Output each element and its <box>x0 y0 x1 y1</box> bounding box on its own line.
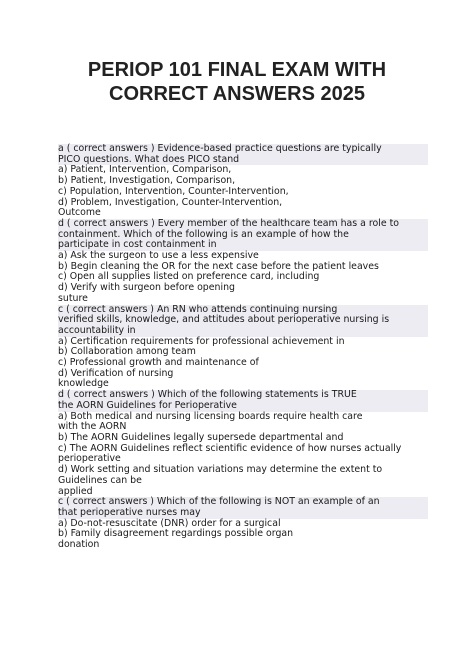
text-line: c) Open all supplies listed on preference card, including <box>58 271 320 283</box>
title-line: PERIOP 101 FINAL EXAM WITH <box>87 59 387 81</box>
text-line: d ( correct answers ) Every member of the healthcare team has a role to <box>58 219 428 230</box>
text-line: c) Professional growth and maintenance of <box>58 357 259 369</box>
text-line: a ( correct answers ) Evidence-based practice questions are typically <box>58 144 428 155</box>
text-line: b) Collaboration among team <box>58 346 196 358</box>
text-line: b) Begin cleaning the OR for the next case before the patient leaves <box>58 260 379 272</box>
text-line: d) Verification of nursing <box>58 367 174 379</box>
document-title <box>0 58 474 106</box>
text-line: d) Problem, Investigation, Counter-Intervention, <box>58 196 283 208</box>
text-line: PICO questions. What does PICO stand <box>58 155 428 166</box>
document-body <box>58 144 428 551</box>
text-line: a) Do-not-resuscitate (DNR) order for a surgical <box>58 517 281 529</box>
text-line: knowledge <box>58 378 109 390</box>
text-line: participate in cost containment in <box>58 240 428 251</box>
text-line: b) Family disagreement regardings possible organ <box>58 528 294 540</box>
text-line: perioperative <box>58 453 121 465</box>
text-line: a) Certification requirements for professional achievement in <box>58 335 345 347</box>
text-line: Outcome <box>58 207 101 219</box>
text-line: d ( correct answers ) Which of the following statements is TRUE <box>58 390 428 401</box>
text-line: c) Population, Intervention, Counter-Intervention, <box>58 185 289 197</box>
text-line: the AORN Guidelines for Perioperative <box>58 401 428 412</box>
text-line: applied <box>58 485 93 497</box>
text-line: c ( correct answers ) Which of the following is NOT an example of an <box>58 497 428 508</box>
text-line: verified skills, knowledge, and attitudes about perioperative nursing is <box>58 315 428 326</box>
text-line: accountability in <box>58 326 428 337</box>
text-line: that perioperative nurses may <box>58 508 428 519</box>
text-line: with the AORN <box>58 421 127 433</box>
text-line: d) Verify with surgeon before opening <box>58 282 235 294</box>
text-line: suture <box>58 292 88 304</box>
text-line: b) Patient, Investigation, Comparison, <box>58 175 236 187</box>
text-line: c) The AORN Guidelines reflect scientific evidence of how nurses actually <box>58 442 402 454</box>
text-line: a) Both medical and nursing licensing boards require health care <box>58 410 363 422</box>
text-line: Guidelines can be <box>58 474 142 486</box>
text-line: donation <box>58 539 100 551</box>
text-line: d) Work setting and situation variations may determine the extent to <box>58 464 383 476</box>
title-line: CORRECT ANSWERS 2025 <box>109 83 365 105</box>
text-line: b) The AORN Guidelines legally supersede departmental and <box>58 431 344 443</box>
text-line: containment. Which of the following is an example of how the <box>58 230 428 241</box>
text-line: a) Ask the surgeon to use a less expensive <box>58 250 259 262</box>
text-line: c ( correct answers ) An RN who attends continuing nursing <box>58 305 428 316</box>
text-line: a) Patient, Intervention, Comparison, <box>58 164 232 176</box>
